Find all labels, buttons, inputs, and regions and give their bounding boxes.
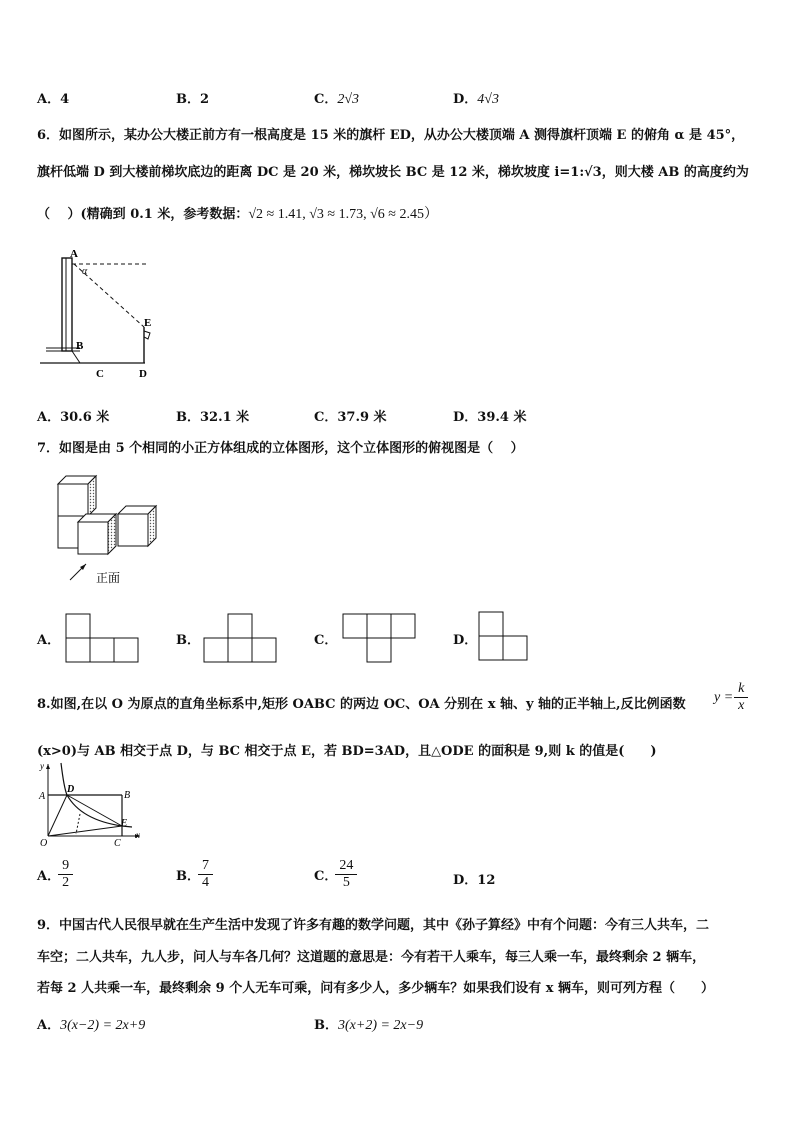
q8-option-a: [37, 858, 71, 891]
q9-stem-line3: 若每 2 人共乘一车，最终剩余 9 个人无车可乘，问有多少人，多少辆车？如果我们设有 x 辆车，则可列方程（ ）: [37, 981, 714, 996]
q8-figure: [36, 758, 148, 850]
q8-option-c-den: 5: [342, 875, 350, 890]
q6-label-a: A: [70, 248, 78, 260]
q8-option-c-num: 24: [339, 858, 354, 873]
q7-option-c-label: C．: [314, 633, 338, 648]
q7-front-label: 正面: [96, 571, 121, 585]
q8-option-a-num: 9: [62, 858, 70, 873]
q8-option-a-label: A．: [37, 869, 61, 884]
q9-option-a-math: 3(x−2) = 2x+9: [60, 1018, 146, 1033]
q8-option-d: D．12: [453, 873, 496, 888]
q8-label-x: x: [136, 830, 140, 840]
q6-option-a: A．30.6 米: [37, 410, 110, 425]
q6-label-alpha: α: [82, 266, 88, 277]
q8-function: [714, 681, 746, 714]
q6-option-d: D．39.4 米: [453, 410, 527, 425]
q6-label-d: D: [139, 368, 147, 380]
q6-stem-line3: [37, 203, 438, 223]
q8-label-a: A: [39, 791, 46, 802]
q5-option-c-math: 2√3: [337, 92, 360, 107]
q6-option-b: B．32.1 米: [176, 410, 250, 425]
q6-building: [62, 258, 72, 351]
q9-option-b: [314, 1014, 423, 1034]
q8-option-b-den: 4: [202, 875, 209, 890]
q8-function-numerator: k: [738, 681, 745, 696]
q9-stem-line2: 车空；二人共车，九人步，问人与车各几何？这道题的意思是：今有若干人乘车，每三人乘一车，最终剩余 2 辆车，: [37, 950, 706, 965]
q5-option-d: [453, 88, 499, 108]
q8-label-d: D: [67, 784, 75, 795]
q7-option-a-label: A．: [37, 633, 61, 648]
q8-function-denominator: x: [738, 698, 745, 713]
q5-option-b: B．2: [176, 92, 210, 107]
q7-stem: 7．如图是由 5 个相同的小正方体组成的立体图形，这个立体图形的俯视图是（ ）: [37, 441, 524, 456]
q9-option-b-label: B．: [314, 1018, 338, 1033]
q7-option-d-label: D．: [453, 633, 478, 648]
q8-option-c: [314, 858, 355, 891]
q6-label-e: E: [144, 317, 152, 329]
q6-stem-line1: 6．如图所示，某办公大楼正前方有一根高度是 15 米的旗杆 ED，从办公大楼顶端 A 测得旗杆顶端 E 的俯角 α 是 45°，: [37, 128, 745, 143]
q6-stem-line2: 旗杆低端 D 到大楼前梯坎底边的距离 DC 是 20 米，梯坎坡长 BC 是 12 米，梯坎坡度 i=1:√3，则大楼 AB 的高度约为: [37, 165, 749, 180]
q8-label-c: C: [114, 838, 121, 849]
q9-option-a: [37, 1014, 145, 1034]
q7-option-a-figure: [65, 613, 141, 665]
q8-stem-line2: (x>0)与 AB 相交于点 D，与 BC 相交于点 E，若 BD=3AD，且△ODE 的面积是 9,则 k 的值是( ): [37, 744, 657, 759]
q6-figure: [40, 245, 170, 380]
q9-option-b-math: 3(x+2) = 2x−9: [338, 1018, 424, 1033]
q9-option-a-label: A．: [37, 1018, 61, 1033]
q8-label-y: y: [40, 761, 44, 771]
q8-function-y: y =: [714, 689, 734, 705]
q7-cube-figure: [50, 468, 165, 586]
q8-label-o: O: [40, 838, 48, 849]
q8-option-b-label: B．: [176, 869, 200, 884]
q8-label-b: B: [124, 790, 131, 801]
q6-stem-line3-text: （ ）(精确到 0.1 米，参考数据：: [37, 207, 249, 222]
q5-option-d-label: D．: [453, 92, 478, 107]
q8-label-e: E: [121, 818, 128, 829]
q7-option-b-figure: [203, 613, 279, 665]
q6-label-c: C: [96, 368, 104, 380]
q8-option-c-label: C．: [314, 869, 338, 884]
q5-option-d-math: 4√3: [477, 92, 499, 107]
q8-option-a-den: 2: [62, 875, 70, 890]
q8-option-b: [176, 858, 211, 891]
q5-option-c-label: C．: [314, 92, 338, 107]
q6-reference-data: √2 ≈ 1.41, √3 ≈ 1.73, √6 ≈ 2.45）: [248, 207, 438, 222]
q9-stem-line1: 9．中国古代人民很早就在生产生活中发现了许多有趣的数学问题，其中《孙子算经》中有个问题：今有三人共车，二: [37, 918, 710, 933]
q5-option-a: A．4: [37, 92, 70, 107]
q7-option-b-label: B．: [176, 633, 200, 648]
q8-stem-line1: 8.如图,在以 O 为原点的直角坐标系中,矩形 OABC 的两边 OC、OA 分别在 x 轴、y 轴的正半轴上,反比例函数: [37, 697, 686, 712]
q5-option-c: [314, 88, 359, 108]
q7-option-c-figure: [342, 613, 418, 665]
q8-option-b-num: 7: [202, 858, 209, 873]
q6-label-b: B: [76, 340, 84, 352]
q6-option-c: C．37.9 米: [314, 410, 387, 425]
q7-option-d-figure: [478, 611, 530, 665]
